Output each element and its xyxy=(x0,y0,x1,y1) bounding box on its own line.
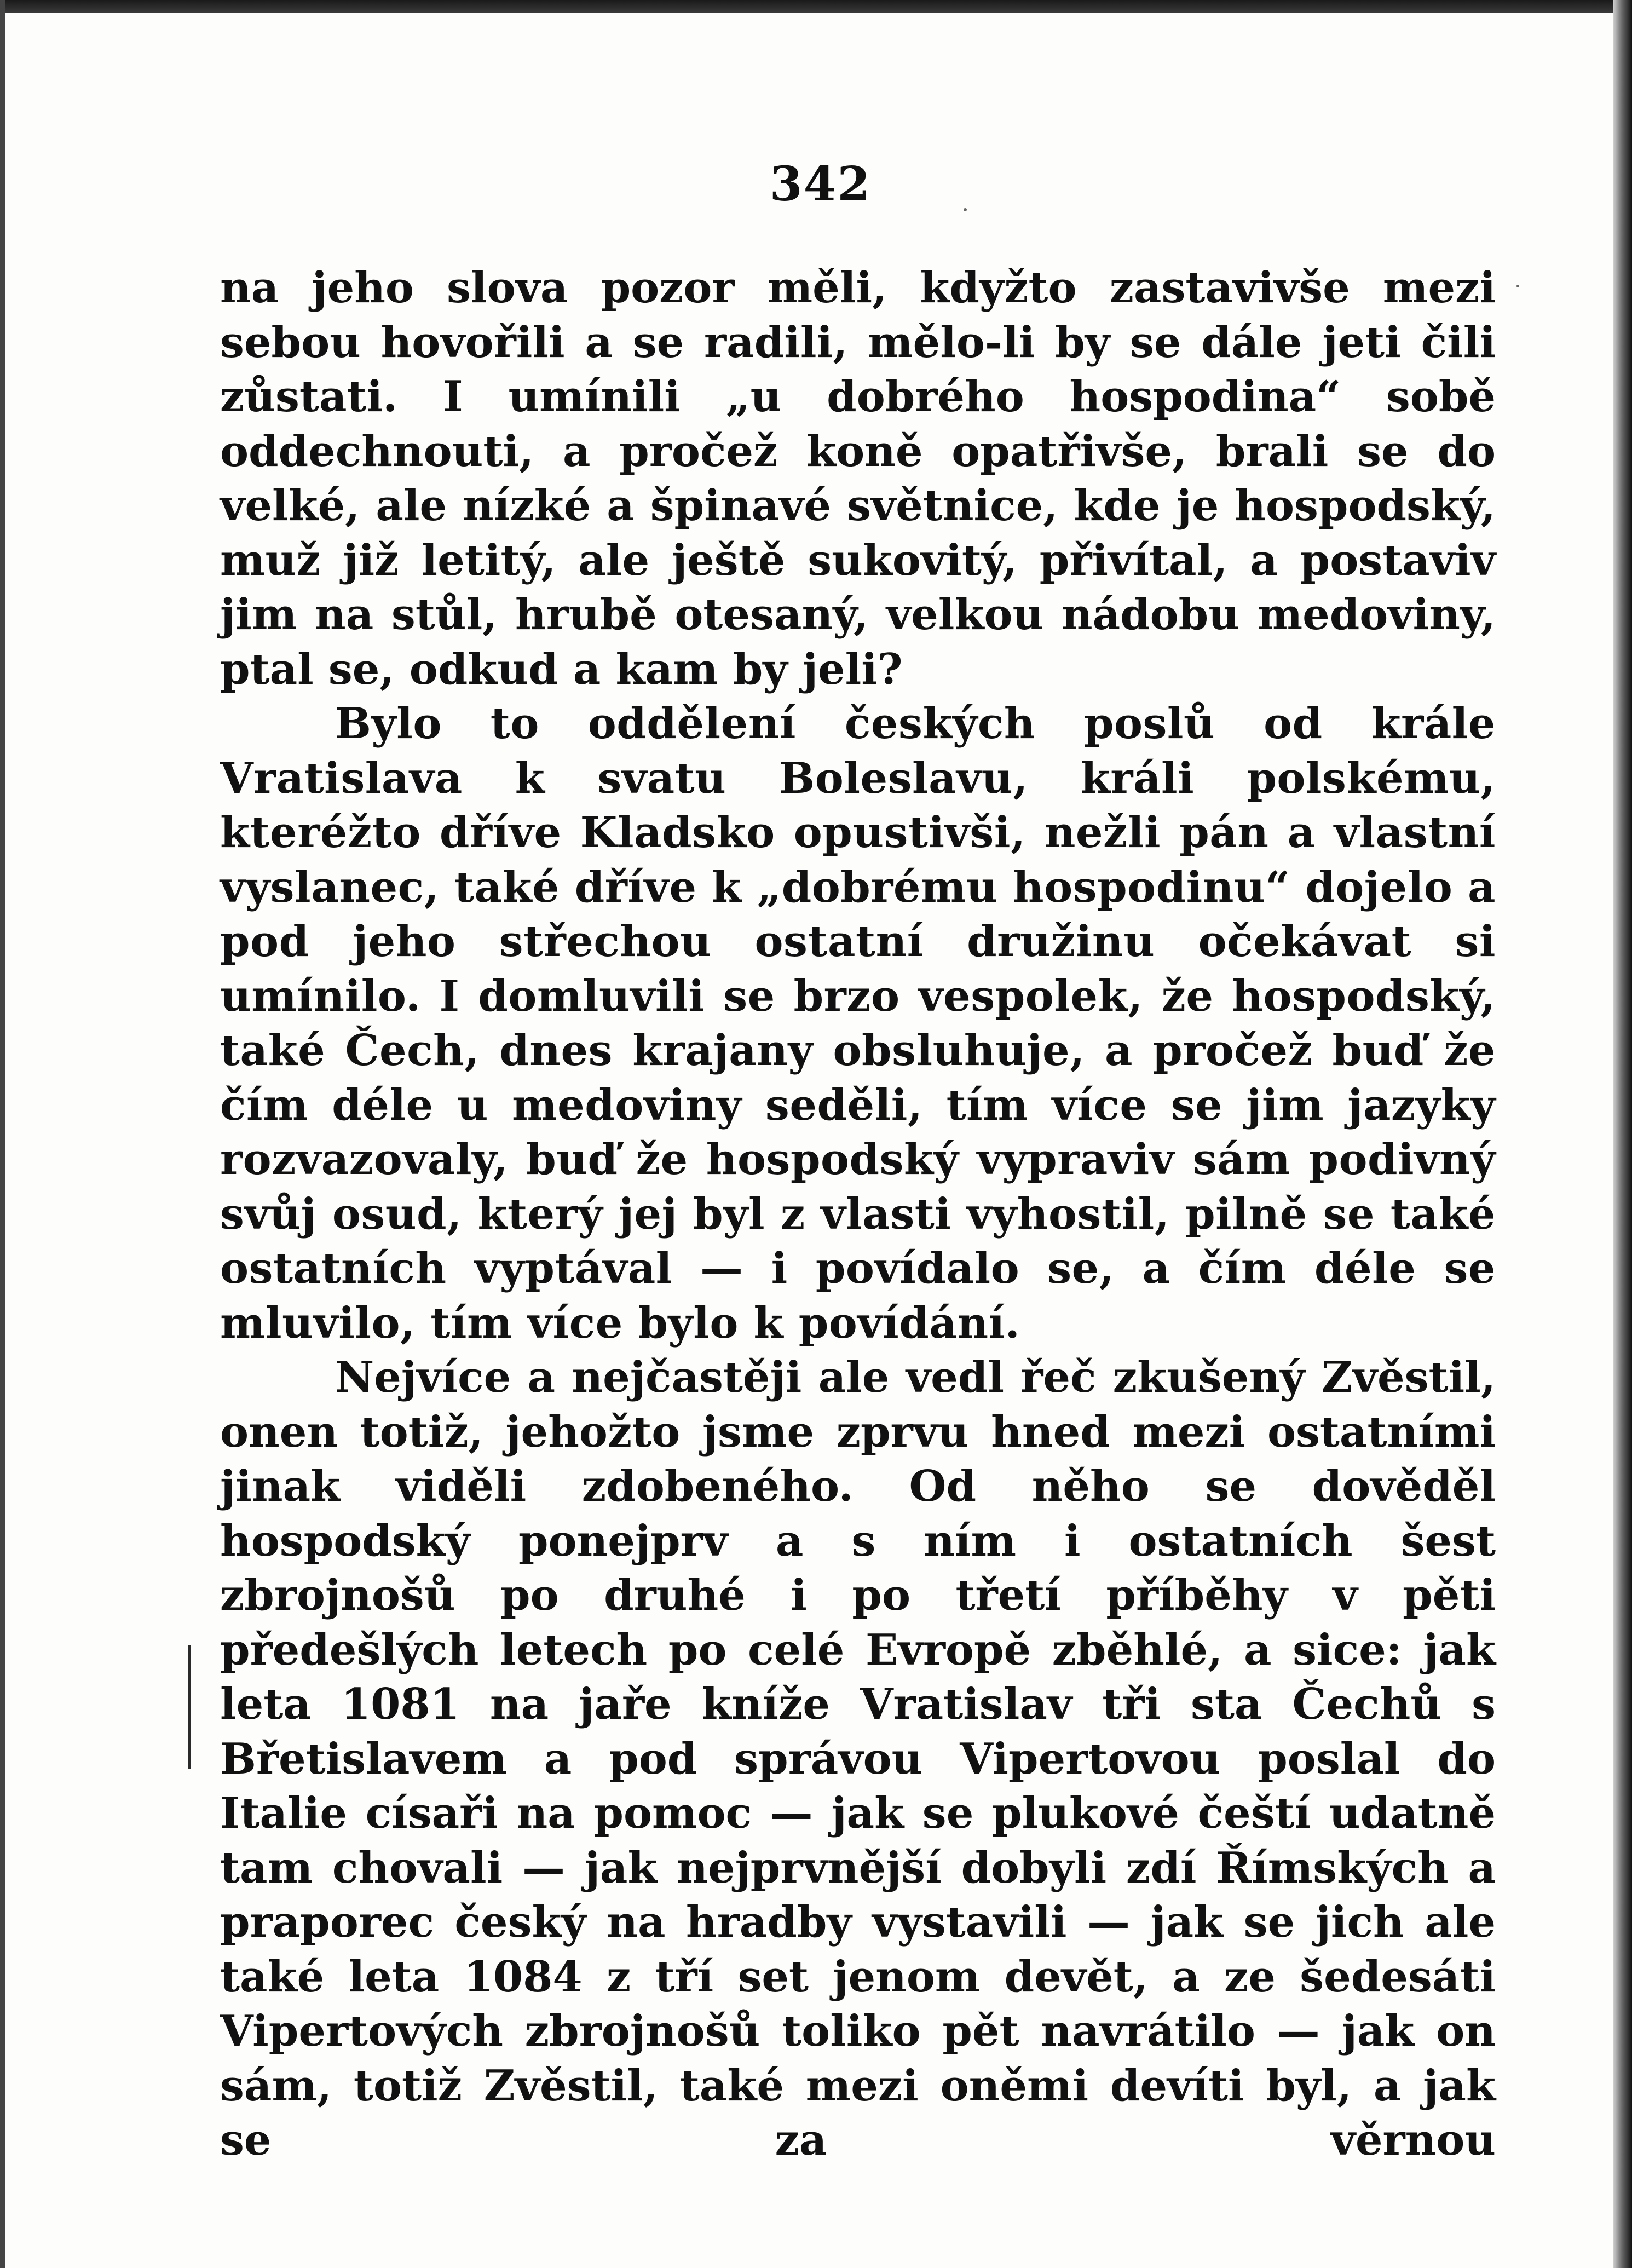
margin-mark xyxy=(188,1645,191,1769)
page-number: 342 xyxy=(769,157,872,212)
body-text xyxy=(220,261,1496,2168)
scan-edge-left xyxy=(0,0,5,2268)
scan-speck xyxy=(964,208,967,211)
scan-edge-right xyxy=(1613,0,1632,2268)
paragraph: na jeho slova pozor měli, kdyžto zastavivše mezi sebou hovořili a se radili, mělo-li by se dále jeti čili zůstati. I umínili „u dobrého hospodina“ sobě oddechnouti, a pročež koně opatřivše, brali se do velké, ale nízké a špinavé světnice, kde je hospodský, muž již letitý, ale ještě sukovitý, přivítal, a postaviv jim na stůl, hrubě otesaný, velkou nádobu medoviny, ptal se, odkud a kam by jeli? xyxy=(220,263,1496,694)
scan-speck xyxy=(1516,285,1519,287)
scan-edge-top xyxy=(0,0,1632,13)
paragraph: Nejvíce a nejčastěji ale vedl řeč zkušený Zvěstil, onen totiž, jehožto jsme zprvu hned mezi ostatními jinak viděli zdobeného. Od něho se dověděl hospodský ponejprv a s ním i ostatních šest zbrojnošů po druhé i po třetí příběhy v pěti předešlých letech po celé Evropě zběhlé, a sice: jak leta 1081 na jaře kníže Vratislav tři sta Čechů s Břetislavem a pod správou Vipertovou poslal do Italie císaři na pomoc — jak se plukové čeští udatně tam chovali — jak nejprvnější dobyli zdí Římských a praporec český na hradby vystavili — jak se jich ale také leta 1084 z tří set jenom devět, a ze šedesáti Vipertových zbrojnošů toliko pět navrátilo — jak on sám, totiž Zvěstil, také mezi oněmi devíti byl, a jak se za věrnou xyxy=(220,1352,1496,2165)
paragraph: Bylo to oddělení českých poslů od krále Vratislava k svatu Boleslavu, králi polskému, kteréžto dříve Kladsko opustivši, nežli pán a vlastní vyslanec, také dříve k „dobrému hospodinu“ dojelo a pod jeho střechou ostatní družinu očekávat si umínilo. I domluvili se brzo vespolek, že hospodský, také Čech, dnes krajany obsluhuje, a pročež buď že čím déle u medoviny seděli, tím více se jim jazyky rozvazovaly, buď že hospodský vypraviv sám podivný svůj osud, který jej byl z vlasti vyhostil, pilně se také ostatních vyptával — i povídalo se, a čím déle se mluvilo, tím více bylo k povídání. xyxy=(220,699,1496,1348)
